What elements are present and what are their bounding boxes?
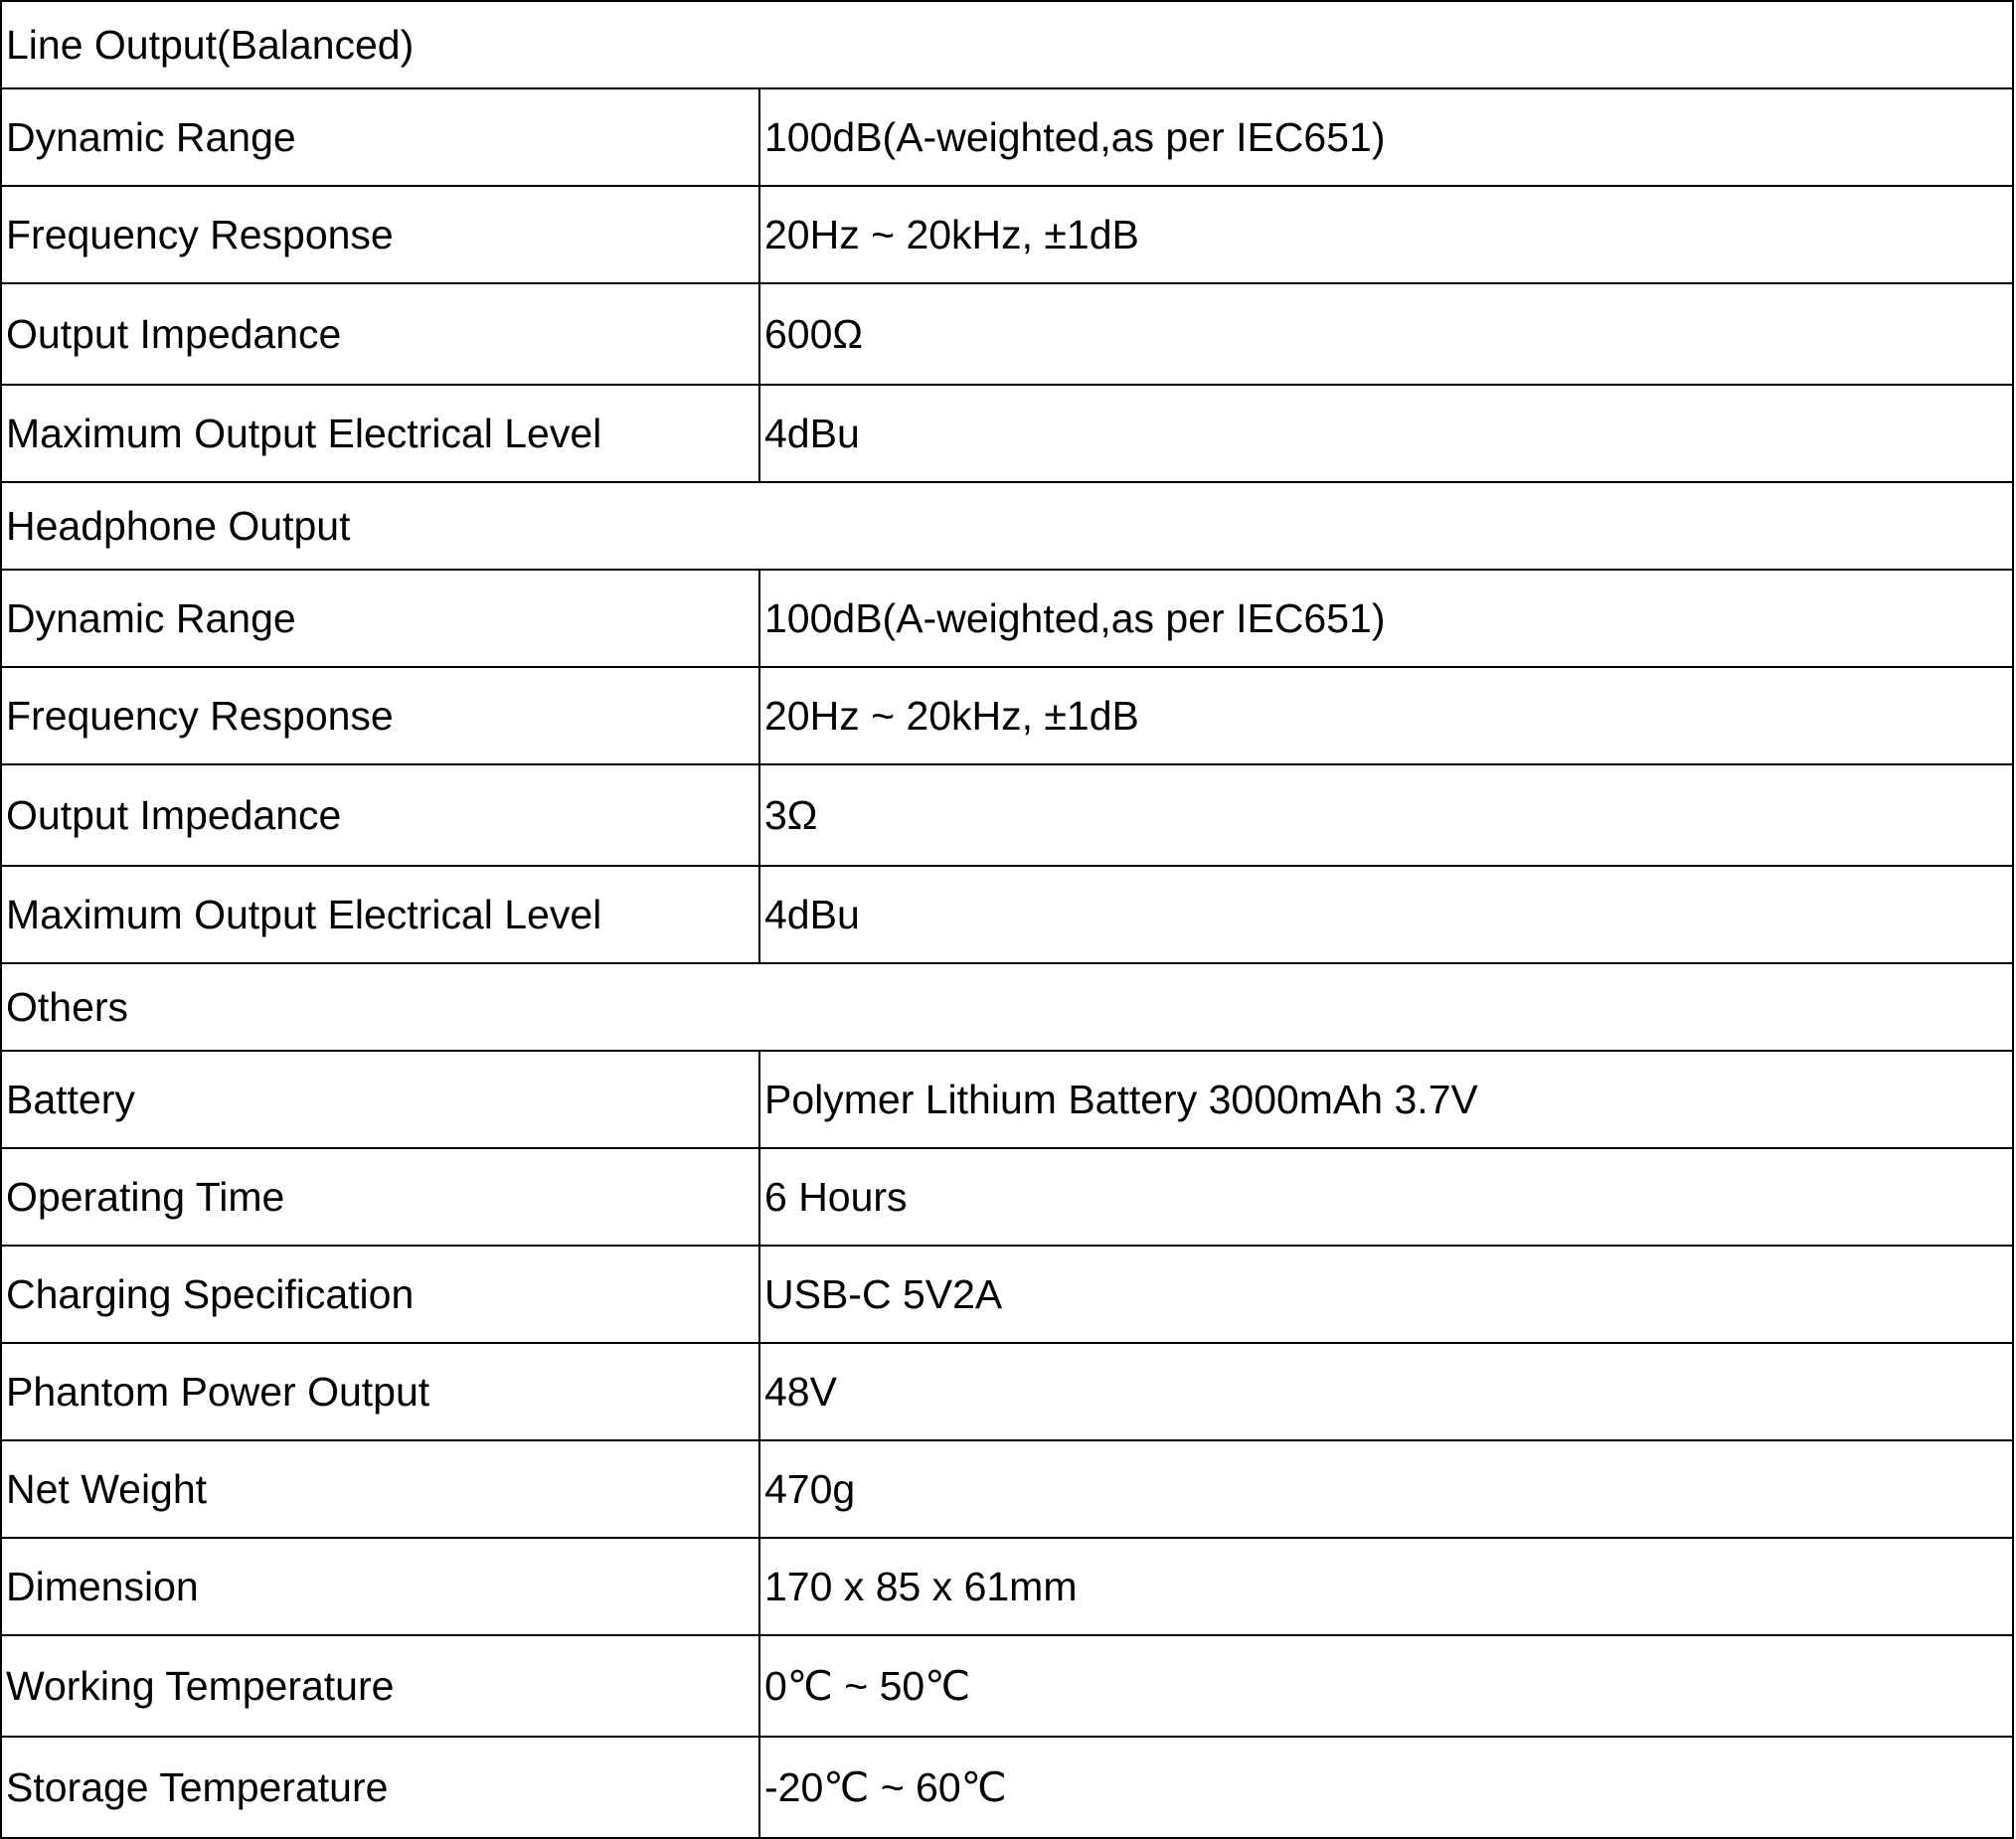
spec-table-body <box>1 1 2013 1838</box>
table-row <box>1 1051 2013 1148</box>
table-row <box>1 1635 2013 1737</box>
spec-value: 4dBu <box>759 866 2013 963</box>
spec-label: Battery <box>1 1051 759 1148</box>
spec-value: 3Ω <box>759 764 2013 866</box>
section-title: Others <box>1 963 2013 1051</box>
table-row <box>1 88 2013 186</box>
spec-label: Frequency Response <box>1 667 759 764</box>
section-header-others <box>1 963 2013 1051</box>
spec-value: -20℃ ~ 60℃ <box>759 1737 2013 1838</box>
section-header-line-output <box>1 1 2013 88</box>
spec-label: Operating Time <box>1 1148 759 1246</box>
table-row <box>1 1343 2013 1440</box>
table-row <box>1 764 2013 866</box>
table-row <box>1 1246 2013 1343</box>
table-row <box>1 570 2013 667</box>
spec-value: 20Hz ~ 20kHz, ±1dB <box>759 186 2013 283</box>
spec-value: 600Ω <box>759 283 2013 385</box>
spec-label: Output Impedance <box>1 283 759 385</box>
section-title: Line Output(Balanced) <box>1 1 2013 88</box>
spec-value: USB-C 5V2A <box>759 1246 2013 1343</box>
section-title: Headphone Output <box>1 482 2013 570</box>
spec-value: Polymer Lithium Battery 3000mAh 3.7V <box>759 1051 2013 1148</box>
spec-label: Frequency Response <box>1 186 759 283</box>
spec-label: Maximum Output Electrical Level <box>1 385 759 482</box>
spec-label: Output Impedance <box>1 764 759 866</box>
spec-value: 170 x 85 x 61mm <box>759 1538 2013 1635</box>
table-row <box>1 283 2013 385</box>
spec-value: 6 Hours <box>759 1148 2013 1246</box>
table-row <box>1 1538 2013 1635</box>
spec-label: Dimension <box>1 1538 759 1635</box>
spec-value: 100dB(A-weighted,as per IEC651) <box>759 570 2013 667</box>
table-row <box>1 667 2013 764</box>
section-header-headphone-output <box>1 482 2013 570</box>
table-row <box>1 866 2013 963</box>
table-row <box>1 1440 2013 1538</box>
spec-value: 470g <box>759 1440 2013 1538</box>
spec-label: Storage Temperature <box>1 1737 759 1838</box>
spec-label: Working Temperature <box>1 1635 759 1737</box>
table-row <box>1 385 2013 482</box>
spec-label: Dynamic Range <box>1 88 759 186</box>
spec-label: Phantom Power Output <box>1 1343 759 1440</box>
table-row <box>1 1737 2013 1838</box>
spec-value: 100dB(A-weighted,as per IEC651) <box>759 88 2013 186</box>
spec-label: Charging Specification <box>1 1246 759 1343</box>
spec-value: 48V <box>759 1343 2013 1440</box>
spec-value: 20Hz ~ 20kHz, ±1dB <box>759 667 2013 764</box>
table-row <box>1 1148 2013 1246</box>
spec-label: Maximum Output Electrical Level <box>1 866 759 963</box>
spec-label: Dynamic Range <box>1 570 759 667</box>
table-row <box>1 186 2013 283</box>
spec-value: 4dBu <box>759 385 2013 482</box>
spec-label: Net Weight <box>1 1440 759 1538</box>
spec-value: 0℃ ~ 50℃ <box>759 1635 2013 1737</box>
